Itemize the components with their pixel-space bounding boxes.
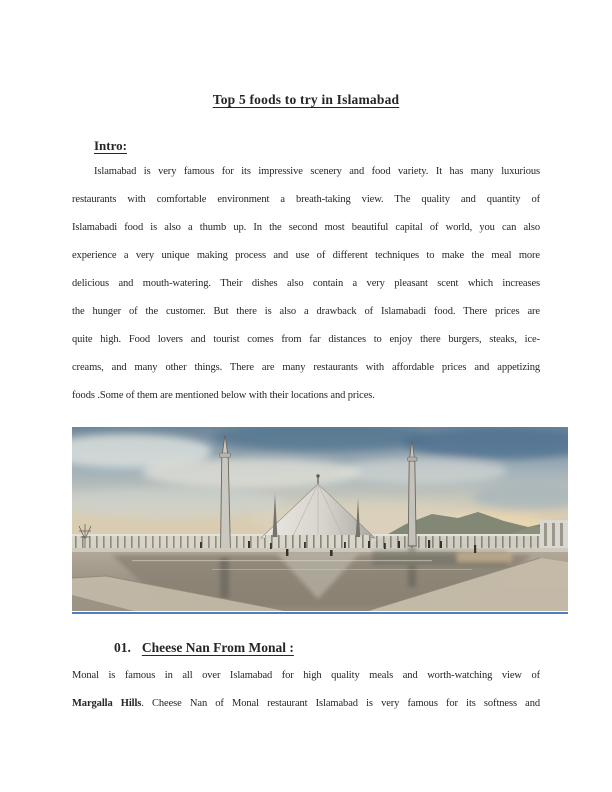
intro-paragraph-line: experience a very unique making process and use of different techniques to make the meal more xyxy=(72,250,540,261)
faisal-mosque-photo xyxy=(72,427,568,611)
photo-plaza xyxy=(72,547,568,611)
section-1-number: 01. xyxy=(114,640,131,655)
intro-paragraph xyxy=(72,158,540,410)
intro-heading: Intro: xyxy=(94,138,127,153)
section-1-paragraph-line: Monal is famous in all over Islamabad for high quality meals and worth-watching view of xyxy=(72,670,540,681)
section-1-title: Cheese Nan From Monal : xyxy=(141,640,294,655)
intro-paragraph-line: delicious and mouth-watering. Their dishes also contain a very pleasant scent which increases xyxy=(72,278,540,289)
intro-paragraph-line: creams, and many other things. There are many restaurants with affordable prices and appetizing xyxy=(72,362,540,373)
section-1-paragraph-text: . Cheese Nan of Monal restaurant Islamabad is very famous for its softness and xyxy=(141,698,540,709)
intro-paragraph-line: the hunger of the customer. But there is also a drawback of Islamabadi food. There prices are xyxy=(72,306,540,317)
intro-paragraph-line: Islamabadi food is also a thumb up. In the second most beautiful capital of world, you can also xyxy=(72,222,540,233)
figure-faisal-mosque xyxy=(72,427,568,614)
page-title: Top 5 foods to try in Islamabad xyxy=(212,92,400,107)
section-1-heading xyxy=(72,640,540,656)
intro-paragraph-line: foods .Some of them are mentioned below with their locations and prices. xyxy=(72,390,375,401)
bold-text-margalla-hills: Margalla Hills xyxy=(72,698,142,709)
intro-paragraph-line: Islamabad is very famous for its impressive scenery and food variety. It has many luxurious xyxy=(94,166,540,177)
figure-bottom-rule xyxy=(72,612,568,614)
intro-paragraph-line: quite high. Food lovers and tourist comes from far distances to enjoy there burgers, steaks, ice- xyxy=(72,334,540,345)
section-1-paragraph xyxy=(72,662,540,718)
intro-paragraph-line: restaurants with comfortable environment a breath-taking view. The quality and quantity of xyxy=(72,194,540,205)
section-1-paragraph-line xyxy=(72,690,540,718)
